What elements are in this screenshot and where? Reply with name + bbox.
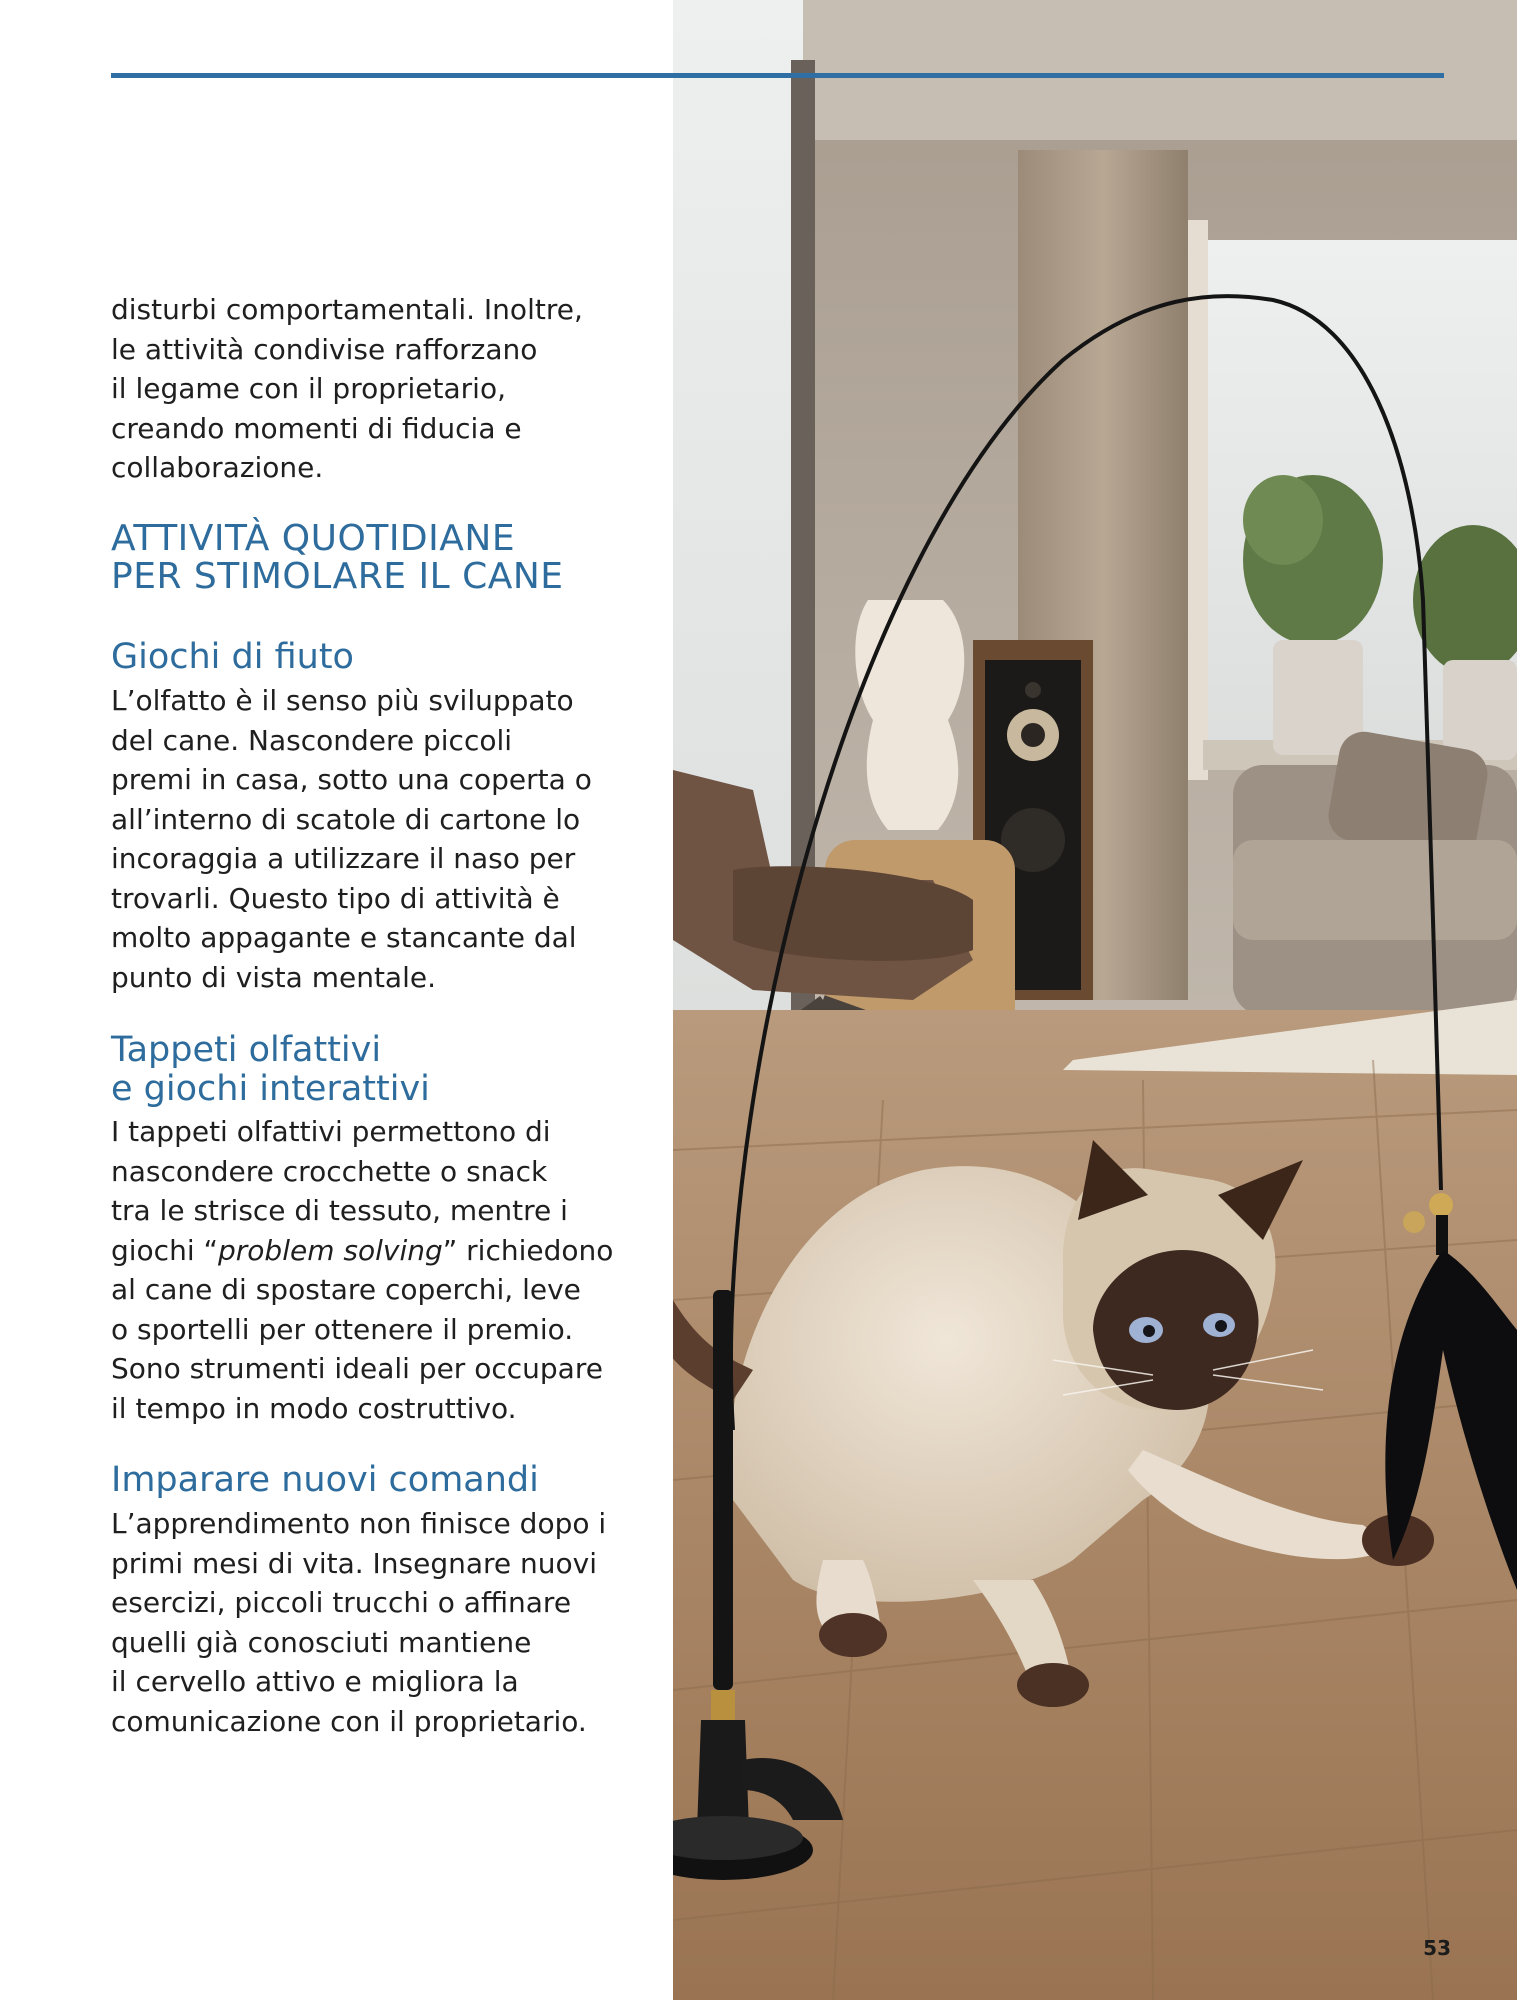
paragraph-tappeti-part-1: I tappeti olfattivi permettono di nascondere crocchette o snack tra le strisce di tessuto, mentre i giochi “ [111, 1115, 568, 1267]
subheading-giochi-di-fiuto: Giochi di fiuto [111, 637, 354, 677]
photo-illustration [673, 0, 1517, 2000]
intro-paragraph: disturbi comportamentali. Inoltre, le attività condivise rafforzano il legame con il proprietario, creando momenti di fiducia e collaborazione. [111, 293, 583, 484]
section-title: ATTIVITÀ QUOTIDIANE PER STIMOLARE IL CANE [111, 518, 564, 597]
cat-playing-photo [673, 0, 1517, 2000]
paragraph-tappeti-emphasis: problem solving [218, 1233, 443, 1267]
top-rule [111, 73, 1444, 78]
subheading-tappeti-olfattivi: Tappeti olfattivi e giochi interattivi [111, 1030, 430, 1109]
paragraph-giochi-di-fiuto: L’olfatto è il senso più sviluppato del cane. Nascondere piccoli premi in casa, sotto una coperta o all’interno di scatole di cartone lo incoraggia a utilizzare il naso per trovarli. Questo tipo di attività è molto appagante e stancante dal punto di vista mentale. [111, 684, 592, 994]
page-number: 53 [1423, 1936, 1451, 1960]
paragraph-imparare-nuovi-comandi: L’apprendimento non finisce dopo i primi mesi di vita. Insegnare nuovi esercizi, piccoli trucchi o affinare quelli già conosciuti mantiene il cervello attivo e migliora la comunicazione con il proprietario. [111, 1507, 607, 1738]
paragraph-tappeti-part-2: ” richiedono al cane di spostare coperchi, leve o sportelli per ottenere il premio. Sono strumenti ideali per occupare il tempo in modo costruttivo. [111, 1233, 614, 1425]
paragraph-tappeti-olfattivi [111, 1112, 613, 1428]
subheading-imparare-nuovi-comandi: Imparare nuovi comandi [111, 1460, 539, 1500]
